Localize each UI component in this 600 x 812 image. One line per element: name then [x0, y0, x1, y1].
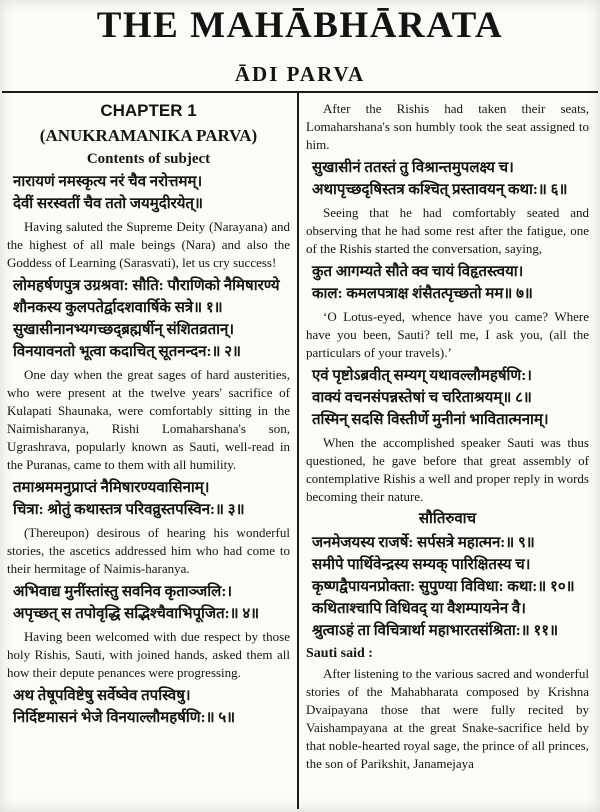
sanskrit-verse-9-11 — [312, 532, 589, 642]
sanskrit-verse-5 — [13, 685, 290, 729]
verse-line: अथापृच्छदृषिस्तत्र कश्चित् प्रस्तावयन् कथा:॥ ६॥ — [312, 182, 568, 198]
verse-line: अभिवाद्य मुनींस्तांस्तु सवनिव कृताञ्जलि:। — [13, 584, 233, 600]
verse-line: समीपे पार्थिवेन्द्रस्य सम्यक् पारिक्षितस्य च। — [312, 557, 531, 573]
page-header — [0, 0, 600, 86]
english-paragraph: Having been welcomed with due respect by those holy Rishis, Sauti, with joined hands, asked them all how their depute penances were progressing. — [7, 629, 290, 680]
sanskrit-verse-6 — [312, 157, 589, 201]
verse-line: नारायणं नमस्कृत्य नरं चैव नरोत्तमम्। — [13, 174, 203, 190]
sanskrit-verse-3 — [13, 477, 290, 521]
book-title: THE MAHĀBHĀRATA — [96, 5, 504, 46]
english-paragraph: After the Rishis had taken their seats, Lomaharshana's son humbly took the seat assigned to him. — [306, 101, 589, 152]
contents-heading: Contents of subject — [86, 151, 211, 167]
chapter-subheading: (ANUKRAMANIKA PARVA) — [39, 126, 258, 145]
verse-line: वाक्यं वचनसंपन्नस्तेषां च चरिताश्रयम्॥ ८॥ — [312, 390, 532, 406]
verse-line: शौनकस्य कुलपतेर्द्वादशवार्षिके सत्रे॥ १॥ — [13, 300, 223, 316]
verse-line: चित्रा: श्रोतुं कथास्तत्र परिवव्रुस्तपस्विन:॥ ३॥ — [13, 502, 245, 518]
right-column — [299, 93, 596, 809]
verse-line: कथिताश्चापि विधिवद् या वैशम्पायनेन वै। — [312, 601, 526, 617]
verse-line: सुखासीनं ततस्तं तु विश्रान्तमुपलक्ष्य च। — [312, 160, 514, 176]
english-paragraph: When the accomplished speaker Sauti was thus questioned, he gave before that great assembly of contemplative Rishis a well and proper reply in words becoming their nature. — [306, 435, 589, 504]
verse-line: अथ तेषूपविष्टेषु सर्वेष्वेव तपस्विषु। — [13, 688, 191, 704]
verse-line: कुत आगम्यते सौते क्व चायं विहृतस्त्वया। — [312, 264, 524, 280]
english-paragraph: Seeing that he had comfortably seated and observing that he had some rest after the fatigue, one of the Rishis started the conversation, saying, — [306, 205, 589, 256]
verse-line: सुखासीनानभ्यगच्छद्ब्रह्मर्षीन् संशितव्रतान्। — [13, 322, 235, 338]
verse-line: श्रुत्वाऽहं ता विचित्रार्था महाभारतसंश्रिता:॥ ११॥ — [312, 623, 559, 639]
speaker-heading: सौतिरुवाच — [418, 511, 477, 527]
left-column — [0, 93, 297, 809]
sanskrit-verse-8 — [312, 365, 589, 431]
verse-line: जनमेजयस्य राजर्षे: सर्पसत्रे महात्मन:॥ ९॥ — [312, 535, 535, 551]
verse-line: देवीं सरस्वतीं चैव ततो जयमुदीरयेत्॥ — [13, 196, 203, 212]
verse-line: निर्दिष्टमासनं भेजे विनयाल्लौमहर्षणि:॥ ५॥ — [13, 710, 236, 726]
verse-line: विनयावनतो भूत्वा कदाचित् सूतनन्दन:॥ २॥ — [13, 344, 242, 360]
sauti-said-label: Sauti said : — [306, 646, 373, 661]
sanskrit-verse-1-2 — [13, 275, 290, 363]
verse-line: तमाश्रममनुप्राप्तं नैमिषारण्यवासिनाम्। — [13, 480, 210, 496]
parva-section-title: ĀDI PARVA — [234, 62, 366, 86]
two-column-body — [0, 93, 600, 809]
verse-line: लोमहर्षणपुत्र उग्रश्रवा: सौति: पौराणिको नैमिषारण्ये — [13, 278, 280, 294]
sanskrit-invocation — [13, 171, 290, 215]
verse-line: तस्मिन् सदसि विस्तीर्णे मुनीनां भावितात्मनाम्। — [312, 412, 549, 428]
english-paragraph: One day when the great sages of hard austerities, who were present at the twelve years' sacrifice of Kulapati Shaunaka, were comfortably sitting in the Naimisharanya, Rishi Lomaharshana's son, Ugrashrava, popularly known as Sauti, well-read in the Puranas, came to them with all humility. — [7, 367, 290, 472]
english-paragraph: (Thereupon) desirous of hearing his wonderful stories, the ascetics addressed him who had come to their hermitage of Naimis-haranya. — [7, 525, 290, 576]
sanskrit-verse-4 — [13, 581, 290, 625]
english-paragraph: After listening to the various sacred and wonderful stories of the Mahabharata composed by Krishna Dvaipayana those that were fully recited by Vaishampayana at the great Snake-sacrifice held by that noble-hearted royal sage, the prince of all princes, the son of Parikshit, Janamejaya — [306, 666, 589, 771]
english-paragraph: ‘O Lotus-eyed, whence have you came? Where have you been, Sauti? tell me, I ask you, (all the particulars of your travels).’ — [306, 309, 589, 360]
verse-line: काल: कमलपत्राक्ष शंसैतत्पृच्छतो मम॥ ७॥ — [312, 286, 533, 302]
sanskrit-verse-7 — [312, 261, 589, 305]
verse-line: कृष्णद्वैपायनप्रोक्ता: सुपुण्या विविधा: कथा:॥ १०॥ — [312, 579, 575, 595]
verse-line: एवं पृष्टोऽब्रवीत् सम्यग् यथावल्लौमहर्षणि:। — [312, 368, 532, 384]
verse-line: अपृच्छत् स तपोवृद्धि सद्भिश्चैवाभिपूजित:॥ ४॥ — [13, 606, 260, 622]
chapter-heading: CHAPTER 1 — [100, 101, 197, 120]
english-paragraph: Having saluted the Supreme Deity (Narayana) and the highest of all male beings (Nara) and also the Goddess of Learning (Sarasvati), let us cry success! — [7, 219, 290, 270]
